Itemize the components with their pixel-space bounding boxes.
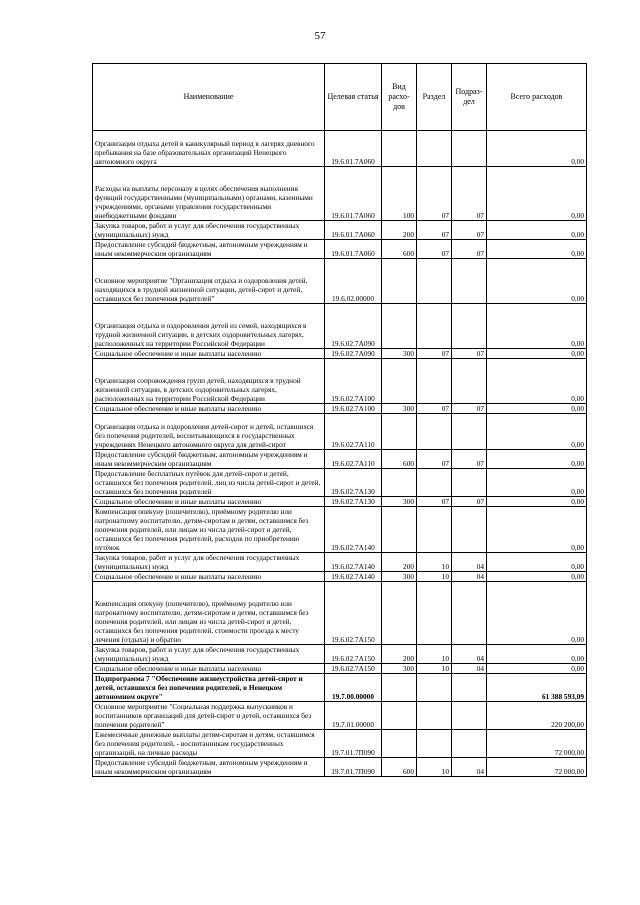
table-row [93, 131, 587, 167]
cell-vid: 300 [382, 572, 417, 582]
cell-article: 19.6.02.7А150 [325, 645, 382, 664]
cell-total: 61 388 593,09 [487, 674, 587, 702]
cell-total: 0,00 [487, 469, 587, 497]
cell-vid: 600 [382, 450, 417, 469]
cell-podrazdel [452, 359, 487, 404]
col-header-vid: Вид расхо-дов [382, 64, 417, 131]
cell-vid [382, 730, 417, 758]
table-row [93, 304, 587, 349]
cell-vid: 200 [382, 221, 417, 240]
cell-razdel: 07 [417, 240, 452, 259]
cell-article: 19.6.02.7А090 [325, 349, 382, 359]
cell-name: Организация отдыха детей в каникулярный период в лагерях дневного пребывания на базе образовательных организаций Ненецкого автономного округа [93, 131, 325, 167]
cell-total: 0,00 [487, 259, 587, 304]
table-row [93, 221, 587, 240]
cell-name: Компенсация опекуну (попечителю), приёмному родителю или патронатному воспитателю, детям-сиротам и детям, оставшимся без попечения родителей, или лицам из числа детей-сирот и детей, оставшихся без попечения родителей, стоимости проезда к месту лечения (отдыха) и обратно [93, 582, 325, 645]
cell-name: Закупка товаров, работ и услуг для обеспечения государственных (муниципальных) нужд [93, 221, 325, 240]
cell-article: 19.6.01.7А060 [325, 131, 382, 167]
cell-vid: 200 [382, 553, 417, 572]
cell-razdel: 10 [417, 758, 452, 777]
cell-article: 19.6.02.7А110 [325, 450, 382, 469]
cell-article: 19.6.01.7А060 [325, 240, 382, 259]
col-header-name: Наименование [93, 64, 325, 131]
page-number: 57 [314, 30, 326, 42]
table-body [93, 131, 587, 777]
cell-podrazdel [452, 507, 487, 553]
cell-total: 0,00 [487, 221, 587, 240]
cell-podrazdel [452, 702, 487, 730]
cell-podrazdel [452, 582, 487, 645]
cell-razdel [417, 730, 452, 758]
cell-vid [382, 359, 417, 404]
cell-razdel [417, 131, 452, 167]
cell-article: 19.6.02.7А100 [325, 359, 382, 404]
cell-razdel: 10 [417, 553, 452, 572]
table-row [93, 404, 587, 414]
cell-article: 19.6.02.7А140 [325, 507, 382, 553]
cell-razdel [417, 414, 452, 450]
cell-article: 19.7.01.7П090 [325, 758, 382, 777]
cell-razdel [417, 582, 452, 645]
cell-podrazdel: 04 [452, 553, 487, 572]
cell-podrazdel: 07 [452, 450, 487, 469]
cell-podrazdel [452, 259, 487, 304]
cell-vid: 300 [382, 497, 417, 507]
col-header-razdel: Раздел [417, 64, 452, 131]
cell-total: 0,00 [487, 582, 587, 645]
cell-podrazdel [452, 674, 487, 702]
cell-total: 0,00 [487, 359, 587, 404]
cell-name: Социальное обеспечение и иные выплаты населению [93, 664, 325, 674]
cell-article: 19.6.02.7А130 [325, 497, 382, 507]
cell-vid [382, 469, 417, 497]
table-row [93, 674, 587, 702]
cell-vid: 300 [382, 404, 417, 414]
cell-article: 19.7.00.00000 [325, 674, 382, 702]
cell-name: Предоставление субсидий бюджетным, автономным учреждениям и иным некоммерческим организациям [93, 240, 325, 259]
cell-name: Социальное обеспечение и иные выплаты населению [93, 572, 325, 582]
table-row [93, 240, 587, 259]
cell-article: 19.6.02.7А140 [325, 553, 382, 572]
cell-total: 0,00 [487, 131, 587, 167]
cell-name: Основное мероприятие "Организация отдыха и оздоровления детей, находящихся в трудной жизненной ситуации, детей-сирот и детей, оставшихся без попечения родителей" [93, 259, 325, 304]
table-row [93, 349, 587, 359]
cell-article: 19.7.01.00000 [325, 702, 382, 730]
cell-total: 220 200,00 [487, 702, 587, 730]
table-row [93, 702, 587, 730]
cell-razdel: 07 [417, 349, 452, 359]
cell-podrazdel: 07 [452, 240, 487, 259]
cell-podrazdel: 07 [452, 404, 487, 414]
cell-podrazdel: 07 [452, 167, 487, 221]
cell-name: Организация сопровождения групп детей, находящихся в трудной жизненной ситуации, в детских оздоровительных лагерях, расположенных на территории Российской Федерации [93, 359, 325, 404]
cell-razdel: 07 [417, 497, 452, 507]
budget-table [92, 63, 587, 777]
cell-name: Организация отдыха и оздоровления детей-сирот и детей, оставшихся без попечения родителей, воспитывающихся в государственных учреждениях Ненецкого автономного округа для детей-сирот [93, 414, 325, 450]
cell-article: 19.7.01.7П090 [325, 730, 382, 758]
cell-total: 0,00 [487, 507, 587, 553]
cell-razdel: 07 [417, 450, 452, 469]
cell-razdel [417, 259, 452, 304]
cell-vid: 300 [382, 664, 417, 674]
cell-vid: 200 [382, 645, 417, 664]
cell-name: Закупка товаров, работ и услуг для обеспечения государственных (муниципальных) нужд [93, 645, 325, 664]
cell-name: Компенсация опекуну (попечителю), приёмному родителю или патронатному воспитателю, детям-сиротам и детям, оставшимся без попечения родителей, или лицам из числа детей-сирот и детей, оставшихся без попечения родителей, расходов по приобретению путёвок [93, 507, 325, 553]
cell-razdel [417, 507, 452, 553]
cell-name: Расходы на выплаты персоналу в целях обеспечения выполнения функций государственными (муниципальными) органами, казенными учреждениями, органами управления государственными внебюджетными фондами [93, 167, 325, 221]
cell-name: Социальное обеспечение и иные выплаты населению [93, 349, 325, 359]
cell-razdel [417, 469, 452, 497]
cell-razdel [417, 702, 452, 730]
cell-total: 0,00 [487, 664, 587, 674]
cell-name: Подпрограмма 7 "Обеспечение жизнеустройства детей-сирот и детей, оставшихся без попечения родителей, в Ненецком автономном округе" [93, 674, 325, 702]
cell-total: 0,00 [487, 572, 587, 582]
cell-podrazdel [452, 414, 487, 450]
table-row [93, 450, 587, 469]
cell-name: Социальное обеспечение и иные выплаты населению [93, 404, 325, 414]
cell-total: 72 000,00 [487, 730, 587, 758]
cell-article: 19.6.02.7А150 [325, 582, 382, 645]
cell-razdel [417, 674, 452, 702]
cell-podrazdel: 04 [452, 664, 487, 674]
cell-vid [382, 702, 417, 730]
cell-vid: 100 [382, 167, 417, 221]
cell-vid [382, 507, 417, 553]
cell-article: 19.6.02.7А100 [325, 404, 382, 414]
cell-podrazdel: 04 [452, 572, 487, 582]
cell-razdel [417, 304, 452, 349]
table-row [93, 469, 587, 497]
cell-total: 0,00 [487, 240, 587, 259]
cell-name: Основное мероприятие "Социальная поддержка выпускников и воспитанников организаций для детей-сирот и детей, оставшихся без попечения родителей" [93, 702, 325, 730]
col-header-article: Целевая статья [325, 64, 382, 131]
table-row [93, 664, 587, 674]
table-row [93, 167, 587, 221]
cell-podrazdel: 07 [452, 221, 487, 240]
cell-razdel: 10 [417, 645, 452, 664]
cell-podrazdel: 04 [452, 758, 487, 777]
cell-vid: 300 [382, 349, 417, 359]
cell-podrazdel [452, 131, 487, 167]
cell-name: Социальное обеспечение и иные выплаты населению [93, 497, 325, 507]
cell-total: 0,00 [487, 349, 587, 359]
table-row [93, 572, 587, 582]
table-row [93, 730, 587, 758]
table-row [93, 497, 587, 507]
cell-razdel: 10 [417, 572, 452, 582]
cell-name: Предоставление бесплатных путёвок для детей-сирот и детей, оставшихся без попечения родителей, лиц из числа детей-сирот и детей, оставшихся без попечения родителей [93, 469, 325, 497]
cell-vid: 600 [382, 240, 417, 259]
cell-total: 0,00 [487, 450, 587, 469]
cell-razdel: 10 [417, 664, 452, 674]
cell-total: 0,00 [487, 645, 587, 664]
table-row [93, 414, 587, 450]
cell-total: 0,00 [487, 553, 587, 572]
cell-vid [382, 259, 417, 304]
cell-article: 19.6.02.7А090 [325, 304, 382, 349]
cell-article: 19.6.02.7А140 [325, 572, 382, 582]
table-row [93, 553, 587, 572]
cell-vid [382, 414, 417, 450]
table-row [93, 259, 587, 304]
cell-podrazdel: 07 [452, 497, 487, 507]
cell-podrazdel [452, 469, 487, 497]
cell-name: Предоставление субсидий бюджетным, автономным учреждениям и иным некоммерческим организациям [93, 758, 325, 777]
cell-podrazdel [452, 304, 487, 349]
table-row [93, 359, 587, 404]
table-header-row [93, 64, 587, 131]
cell-article: 19.6.02.7А150 [325, 664, 382, 674]
cell-razdel: 07 [417, 167, 452, 221]
cell-name: Ежемесячные денежные выплаты детям-сиротам и детям, оставшимся без попечения родителей, - воспитанникам государственных организаций, на личные расходы [93, 730, 325, 758]
cell-article: 19.6.02.7А130 [325, 469, 382, 497]
col-header-podrazdel: Подраз-дел [452, 64, 487, 131]
cell-razdel [417, 359, 452, 404]
cell-total: 72 000,00 [487, 758, 587, 777]
cell-total: 0,00 [487, 404, 587, 414]
cell-total: 0,00 [487, 414, 587, 450]
cell-total: 0,00 [487, 304, 587, 349]
cell-razdel: 07 [417, 221, 452, 240]
cell-vid [382, 582, 417, 645]
cell-total: 0,00 [487, 167, 587, 221]
cell-vid: 600 [382, 758, 417, 777]
cell-podrazdel [452, 730, 487, 758]
cell-vid [382, 674, 417, 702]
cell-name: Организация отдыха и оздоровления детей из семей, находящихся в трудной жизненной ситуации, в детских оздоровительных лагерях, расположенных на территории Российской Федерации [93, 304, 325, 349]
cell-article: 19.6.02.00000 [325, 259, 382, 304]
cell-razdel: 07 [417, 404, 452, 414]
cell-name: Закупка товаров, работ и услуг для обеспечения государственных (муниципальных) нужд [93, 553, 325, 572]
cell-article: 19.6.01.7А060 [325, 167, 382, 221]
table-row [93, 645, 587, 664]
cell-article: 19.6.02.7А110 [325, 414, 382, 450]
table-row [93, 582, 587, 645]
table-row [93, 507, 587, 553]
cell-total: 0,00 [487, 497, 587, 507]
cell-podrazdel: 04 [452, 645, 487, 664]
col-header-total: Всего расходов [487, 64, 587, 131]
cell-name: Предоставление субсидий бюджетным, автономным учреждениям и иным некоммерческим организациям [93, 450, 325, 469]
cell-podrazdel: 07 [452, 349, 487, 359]
table-row [93, 758, 587, 777]
cell-vid [382, 131, 417, 167]
cell-article: 19.6.01.7А060 [325, 221, 382, 240]
cell-vid [382, 304, 417, 349]
